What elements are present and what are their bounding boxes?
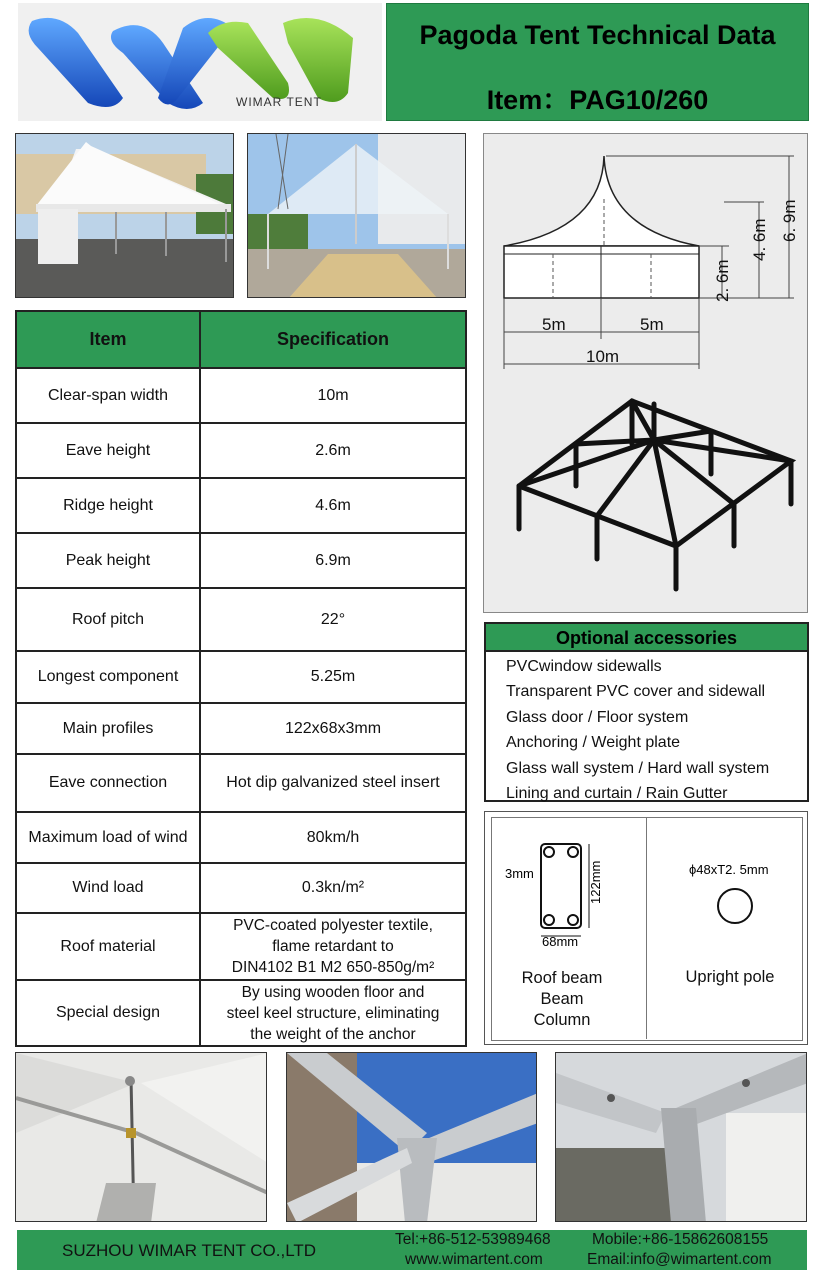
- table-row: [16, 754, 466, 812]
- title-banner: [386, 3, 809, 121]
- pole-dimension-label: ϕ48xT2. 5mm: [689, 862, 769, 877]
- table-row: [16, 812, 466, 863]
- website-link[interactable]: www.wimartent.com: [405, 1251, 543, 1268]
- roof-beam-label: Roof beam: [521, 969, 603, 987]
- roof-interior-photo: [15, 1052, 267, 1222]
- footer: [17, 1230, 807, 1270]
- tent-photo-1: [15, 133, 234, 298]
- tent-frame-3d: [519, 401, 791, 589]
- row-label: Peak height: [16, 533, 200, 588]
- row-value: [200, 980, 466, 1046]
- row-value: 0.3kn/m²: [200, 863, 466, 913]
- row-value: 22°: [200, 588, 466, 651]
- row-label: Main profiles: [16, 703, 200, 754]
- row-value-line: By using wooden floor and: [241, 983, 425, 1001]
- table-header-row: [16, 311, 466, 368]
- list-item: Glass door / Floor system: [506, 708, 689, 726]
- pole-profile-diagram: [713, 884, 757, 928]
- row-value-line: steel keel structure, eliminating: [226, 1004, 440, 1022]
- brand-name: WIMAR TENT: [236, 95, 322, 109]
- row-label: Roof material: [16, 913, 200, 980]
- row-value-line: PVC-coated polyester textile,: [233, 917, 433, 934]
- list-item: Anchoring / Weight plate: [506, 734, 681, 752]
- tent-roof-elevation: [504, 156, 699, 246]
- table-row: [16, 863, 466, 913]
- accessories-title: Optional accessories: [486, 624, 807, 652]
- row-label: Special design: [16, 980, 200, 1046]
- row-label: Clear-span width: [16, 368, 200, 423]
- dim-left-span: 5m: [542, 315, 566, 334]
- technical-drawing: [483, 133, 808, 613]
- beam-labels: [507, 968, 617, 1031]
- mobile-number: Mobile:+86-15862608155: [592, 1231, 769, 1248]
- upright-pole-label: Upright pole: [685, 968, 775, 986]
- item-code: Item：PAG10/260: [486, 85, 709, 115]
- row-value: 122x68x3mm: [200, 703, 466, 754]
- row-label: Eave height: [16, 423, 200, 478]
- row-label: Roof pitch: [16, 588, 200, 651]
- wimar-logo-graphic: [18, 3, 382, 121]
- beam-width-label: 68mm: [542, 934, 579, 949]
- tent-photo-2: [247, 133, 466, 298]
- frame-connection-photo: [286, 1052, 537, 1222]
- page-title: Pagoda Tent Technical Data: [419, 20, 776, 50]
- eave-joint-photo: [555, 1052, 807, 1222]
- accessories-list: [506, 654, 769, 806]
- row-value: 2.6m: [200, 423, 466, 478]
- row-label: Eave connection: [16, 754, 200, 812]
- table-row: [16, 368, 466, 423]
- row-label: Longest component: [16, 651, 200, 703]
- header-item: Item: [16, 311, 200, 368]
- row-value-line: flame retardant to: [272, 938, 394, 955]
- telephone: Tel:+86-512-53989468: [395, 1231, 551, 1248]
- dim-eave-height: 2. 6m: [713, 259, 732, 302]
- row-label: Maximum load of wind: [16, 812, 200, 863]
- list-item: Lining and curtain / Rain Gutter: [506, 785, 728, 803]
- table-row: [16, 651, 466, 703]
- row-value: 80km/h: [200, 812, 466, 863]
- row-value: [200, 913, 466, 980]
- header-specification: Specification: [200, 311, 466, 368]
- company-logo: [18, 3, 382, 121]
- row-value-line: DIN4102 B1 M2 650-850g/m²: [231, 959, 435, 976]
- table-row: [16, 478, 466, 533]
- row-value: 5.25m: [200, 651, 466, 703]
- spec-table: [15, 310, 467, 1047]
- beam-thickness-label: 3mm: [505, 866, 534, 881]
- list-item: Glass wall system / Hard wall system: [506, 759, 770, 777]
- column-label: Column: [533, 1011, 591, 1029]
- row-value-line: the weight of the anchor: [250, 1025, 416, 1043]
- profile-box: [484, 811, 808, 1045]
- dim-peak-height: 6. 9m: [780, 199, 799, 242]
- table-row: [16, 533, 466, 588]
- beam-height-label: 122mm: [588, 860, 603, 904]
- row-value: 10m: [200, 368, 466, 423]
- row-value: Hot dip galvanized steel insert: [200, 754, 466, 812]
- row-value: 6.9m: [200, 533, 466, 588]
- table-row: [16, 980, 466, 1046]
- table-row: [16, 588, 466, 651]
- table-row: [16, 423, 466, 478]
- accessories-box: [484, 622, 809, 802]
- row-label: Wind load: [16, 863, 200, 913]
- row-label: Ridge height: [16, 478, 200, 533]
- beam-label: Beam: [540, 990, 584, 1008]
- list-item: Transparent PVC cover and sidewall: [506, 683, 766, 701]
- table-row: [16, 703, 466, 754]
- table-row: [16, 913, 466, 980]
- company-name: SUZHOU WIMAR TENT CO.,LTD: [62, 1241, 317, 1260]
- dim-ridge-height: 4. 6m: [750, 218, 769, 261]
- dim-right-span: 5m: [640, 315, 664, 334]
- row-value: 4.6m: [200, 478, 466, 533]
- dim-total-span: 10m: [586, 347, 620, 366]
- email-link[interactable]: Email:info@wimartent.com: [587, 1251, 772, 1268]
- list-item: PVCwindow sidewalls: [506, 658, 662, 675]
